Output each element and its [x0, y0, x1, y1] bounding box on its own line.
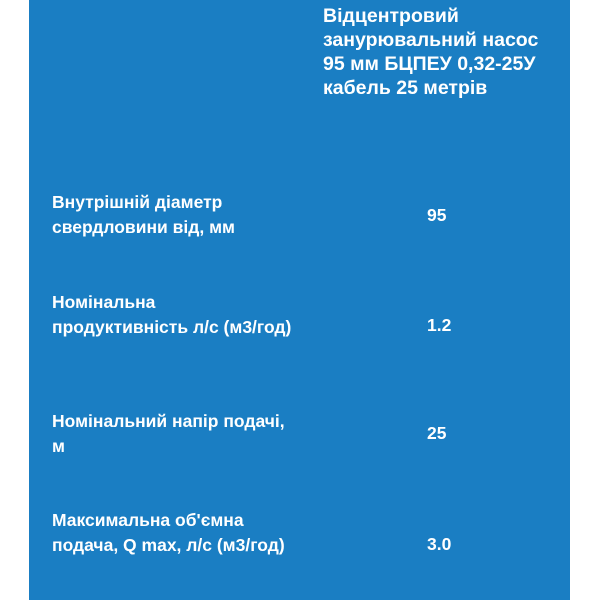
- product-title: Відцентровий занурювальний насос 95 мм БЦПЕУ 0,32-25У кабель 25 метрів: [323, 5, 539, 99]
- spec-label-nominal-capacity: Номінальна продуктивність л/с (м3/год): [52, 292, 292, 337]
- spec-label-max-flow: Максимальна об'ємна подача, Q max, л/с (м3/год): [52, 510, 285, 555]
- spec-label-nominal-head: Номінальний напір подачі, м: [52, 411, 285, 456]
- spec-value-max-flow: 3.0: [427, 534, 452, 554]
- spec-value-nominal-capacity: 1.2: [427, 315, 452, 335]
- spec-value-nominal-head: 25: [427, 423, 447, 443]
- spec-value-well-diameter: 95: [427, 205, 447, 225]
- spec-table: [29, 0, 570, 600]
- spec-label-well-diameter: Внутрішній діаметр свердловини від, мм: [52, 192, 235, 237]
